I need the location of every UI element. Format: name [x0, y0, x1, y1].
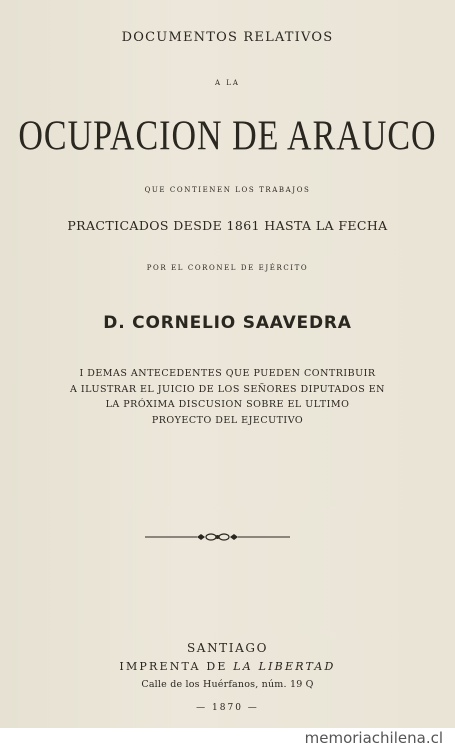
author-name: D. CORNELIO SAAVEDRA — [103, 313, 352, 333]
divider-ornament-icon — [145, 530, 290, 544]
subtitle-line-2: A LA — [215, 79, 240, 87]
paragraph-line: I DEMAS ANTECEDENTES QUE PUEDEN CONTRIBUIR — [79, 368, 376, 379]
subtitle-line-4: QUE CONTIENEN LOS TRABAJOS — [144, 186, 311, 194]
paragraph-line: A ILUSTRAR EL JUICIO DE LOS SEÑORES DIPUTADOS EN — [70, 383, 385, 395]
description-paragraph — [0, 366, 455, 428]
year: — 1870 — — [196, 703, 259, 713]
city: SANTIAGO — [186, 641, 269, 655]
main-title: OCUPACION DE ARAUCO — [18, 113, 437, 160]
printer-line — [0, 660, 455, 673]
paragraph-line: PROYECTO DEL EJECUTIVO — [151, 414, 304, 426]
watermark-text: memoriachilena.cl — [304, 729, 443, 747]
paragraph-line: LA PRÓXIMA DISCUSION SOBRE EL ULTIMO — [105, 399, 350, 410]
subtitle-line-5: PRACTICADOS DESDE 1861 HASTA LA FECHA — [67, 218, 388, 233]
subtitle-line-1: DOCUMENTOS RELATIVOS — [121, 30, 334, 45]
printer-name: LA LIBERTAD — [233, 660, 336, 673]
author-prefix: POR EL CORONEL DE EJÉRCITO — [146, 264, 309, 272]
printer-prefix: IMPRENTA DE — [119, 660, 234, 673]
address: Calle de los Huérfanos, núm. 19 Q — [141, 679, 314, 690]
